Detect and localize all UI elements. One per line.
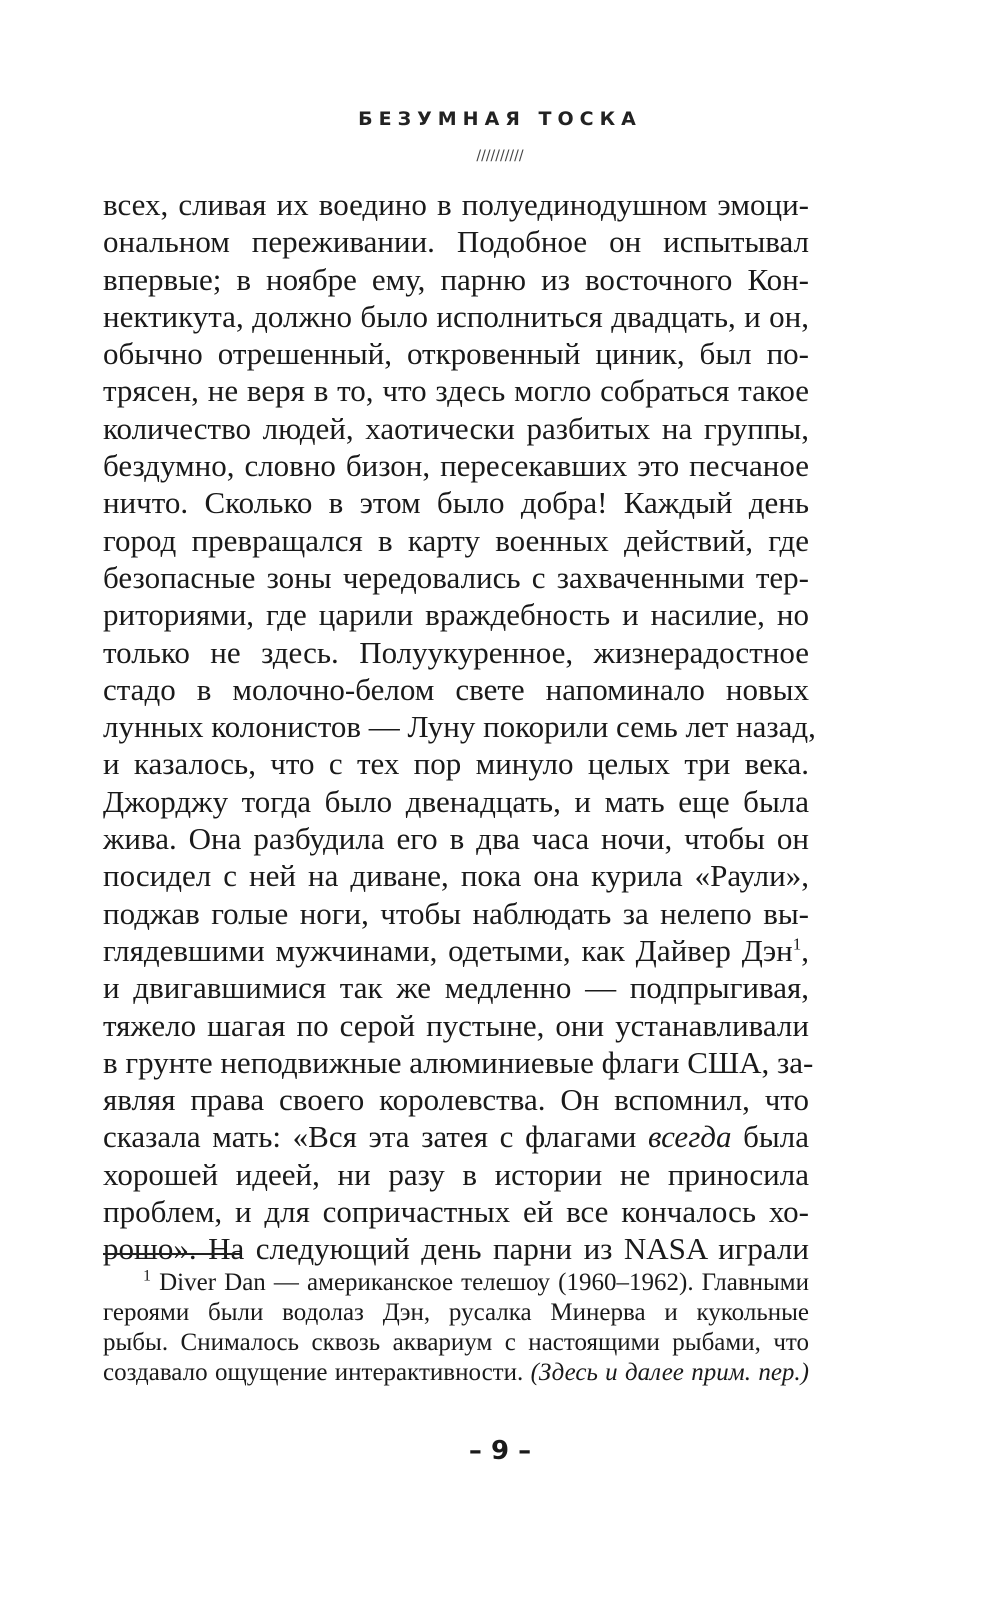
body-line: Джорджу тогда было двенадцать, и мать еще была: [103, 783, 809, 819]
body-text: [103, 186, 816, 1268]
body-line: посидел с ней на диване, пока она курила «Раули»,: [103, 858, 809, 894]
body-line: обычно отрешенный, откровенный циник, был по-: [103, 336, 809, 372]
body-line: являя права своего королевства. Он вспомнил, что: [103, 1082, 809, 1118]
footnote-divider: [103, 1253, 241, 1255]
body-line: поджав голые ноги, чтобы наблюдать за нелепо вы-: [103, 895, 809, 931]
body-line: жива. Она разбудила его в два часа ночи, чтобы он: [103, 821, 809, 857]
head-ornament: //////////: [476, 148, 524, 164]
body-line: риториями, где царили враждебность и насилие, но: [103, 597, 809, 633]
footnote-ref-marker[interactable]: 1: [792, 934, 802, 954]
body-line: ничто. Сколько в этом было добра! Каждый день: [103, 485, 809, 521]
body-line: и двигавшимися так же медленно — подпрыгивая,: [103, 970, 809, 1006]
body-line: трясен, не веря в то, что здесь могло собраться такое: [103, 373, 809, 409]
body-line: город превращался в карту военных действий, где: [103, 522, 809, 558]
body-line: тяжело шагая по серой пустыне, они устанавливали: [103, 1007, 809, 1043]
emphasis-word: всегда: [648, 1119, 732, 1155]
page-number: – 9 –: [468, 1436, 532, 1466]
footnote-ref-after: ,: [801, 932, 809, 968]
body-line: впервые; в ноябре ему, парню из восточного Кон-: [103, 261, 809, 297]
body-line: количество людей, хаотически разбитых на группы,: [103, 410, 809, 446]
footnote-ref-text: глядевшими мужчинами, одетыми, как Дайвер Дэн: [103, 932, 793, 968]
footnote-marker: 1: [143, 1267, 151, 1285]
body-line: ональном переживании. Подобное он испытывал: [103, 224, 809, 260]
body-line: безопасные зоны чередовались с захваченными тер-: [103, 559, 809, 595]
footnote-line: [103, 1358, 809, 1388]
body-line: лунных колонистов — Луну покорили семь лет назад,: [103, 709, 816, 745]
footnote-line: [103, 1268, 809, 1298]
footnote-line-text: Diver Dan — американское телешоу (1960–1962). Главными: [159, 1269, 810, 1296]
body-line: и казалось, что с тех пор минуло целых три века.: [103, 746, 809, 782]
body-line: стадо в молочно-белом свете напоминало новых: [103, 671, 809, 707]
footnote-line: рыбы. Снималось сквозь аквариум с настоящими рыбами, что: [103, 1329, 809, 1356]
body-line: всех, сливая их воедино в полуединодушном эмоци-: [103, 187, 809, 222]
body-line: бездумно, словно бизон, пересекавших это песчаное: [103, 448, 809, 484]
body-line: нектикута, должно было исполниться двадцать, и он,: [103, 298, 809, 334]
footnote-line-text: создавало ощущение интерактивности.: [103, 1359, 531, 1386]
body-line-italic: [103, 1118, 809, 1155]
body-line: в грунте неподвижные алюминиевые флаги США, за-: [103, 1044, 814, 1080]
italic-line-before: сказала мать: «Вся эта затея с флагами: [103, 1119, 649, 1155]
body-line: рошо». На следующий день парни из NASA играли: [103, 1231, 809, 1267]
body-line: хорошей идеей, ни разу в истории не приносила: [103, 1156, 809, 1192]
body-line-footnote-ref: [103, 932, 809, 969]
body-line: проблем, и для сопричастных ей все кончалось хо-: [103, 1194, 809, 1230]
footnote: [103, 1268, 809, 1388]
body-line: только не здесь. Полуукуренное, жизнерадостное: [103, 634, 809, 670]
footnote-line: героями были водолаз Дэн, русалка Минерва и кукольные: [103, 1299, 809, 1326]
running-head: БЕЗУМНАЯ ТОСКА: [358, 108, 642, 130]
translator-note: (Здесь и далее прим. пер.): [530, 1359, 809, 1386]
italic-line-after: была: [731, 1119, 809, 1155]
